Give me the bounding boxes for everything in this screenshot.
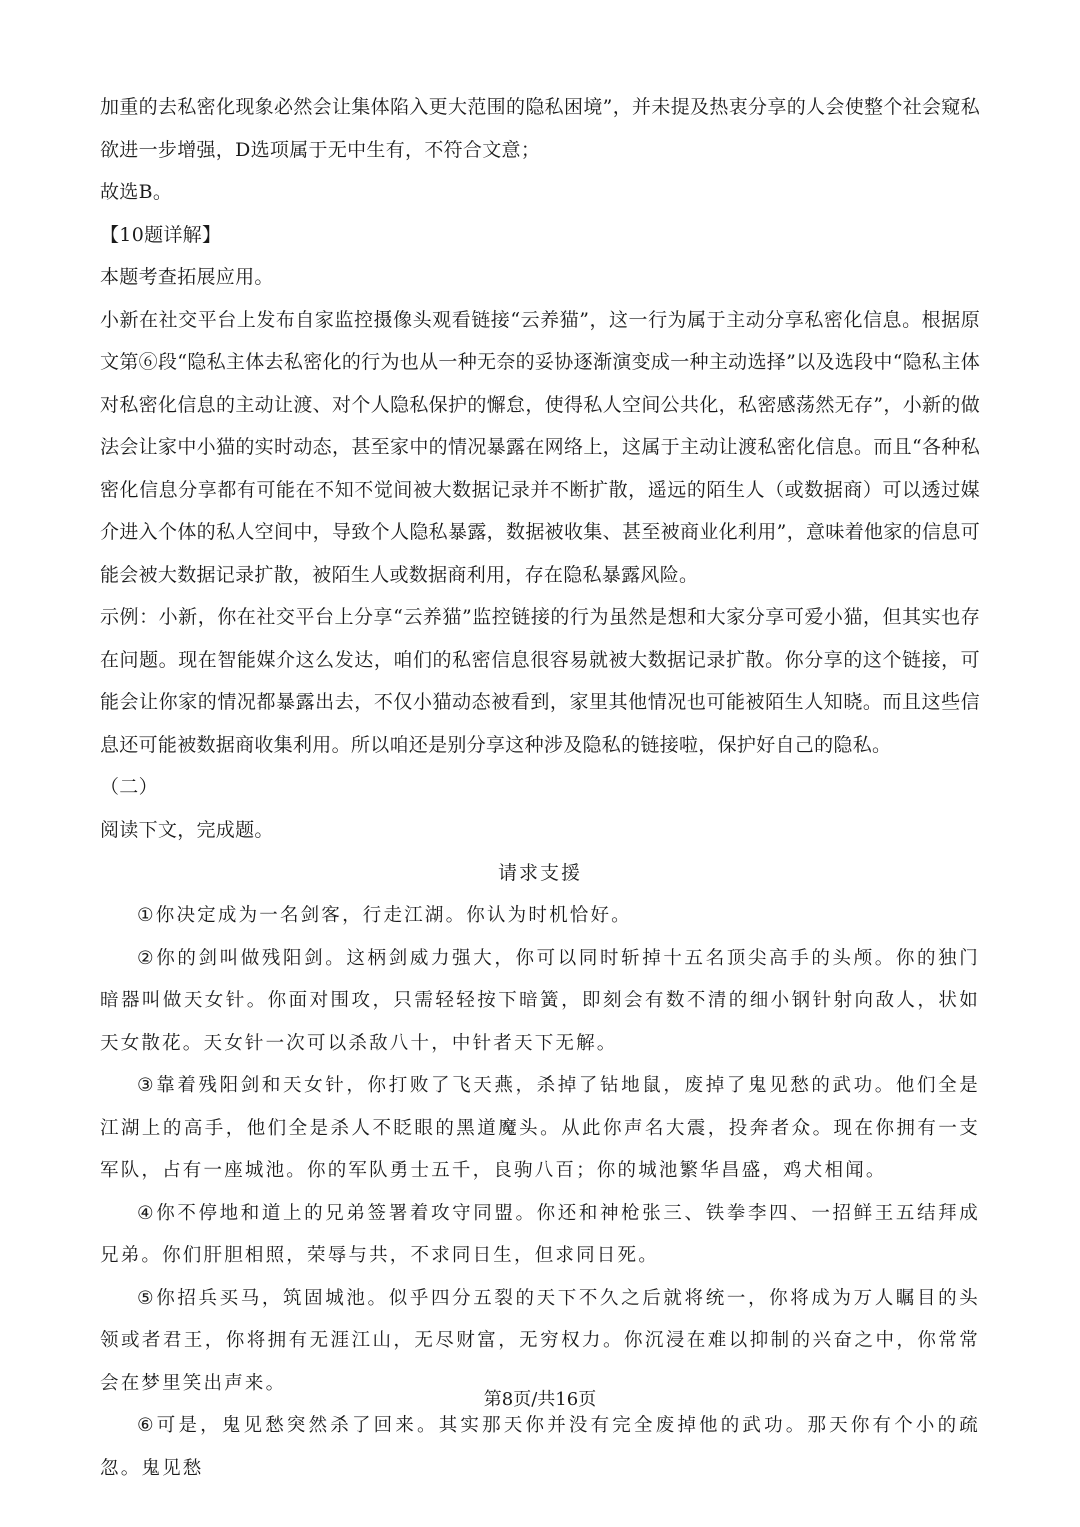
analysis-paragraph-continuation: 加重的去私密化现象必然会让集体陷入更大范围的隐私困境”，并未提及热衷分享的人会使整个社会窥私欲进一步增强，D选项属于无中生有，不符合文意； — [100, 96, 980, 161]
section-label: （二） — [100, 776, 158, 798]
story-paragraph: ⑤你招兵买马，筑固城池。似乎四分五裂的天下不久之后就将统一，你将成为万人瞩目的头领或者君王，你将拥有无涯江山，无尽财富，无穷权力。你沉浸在难以抑制的兴奋之中，你常常会在梦里笑出声来。 — [100, 1287, 980, 1394]
reading-instruction: 阅读下文，完成题。 — [100, 818, 274, 841]
question-10-heading: 【10题详解】 — [100, 223, 222, 246]
story-title: 请求支援 — [497, 862, 582, 884]
question-10-analysis: 小新在社交平台上发布自家监控摄像头观看链接“云养猫”，这一行为属于主动分享私密化信息。根据原文第⑥段“隐私主体去私密化的行为也从一种无奈的妥协逐渐演变成一种主动选择”以及选段中“隐私主体对私密化信息的主动让渡、对个人隐私保护的懈怠，使得私人空间公共化，私密感荡然无存”，小新的做法会让家中小猫的实时动态，甚至家中的情况暴露在网络上，这属于主动让渡私密化信息。而且“各种私密化信息分享都有可能在不知不觉间被大数据记录并不断扩散，遥远的陌生人（或数据商）可以透过媒介进入个体的私人空间中，导致个人隐私暴露，数据被收集、甚至被商业化利用”，意味着他家的信息可能会被大数据记录扩散，被陌生人或数据商利用，存在隐私暴露风险。 — [100, 308, 980, 586]
question-10-example: 示例：小新，你在社交平台上分享“云养猫”监控链接的行为虽然是想和大家分享可爱小猫，但其实也存在问题。现在智能媒介这么发达，咱们的私密信息很容易就被大数据记录扩散。你分享的这个链接，可能会让你家的情况都暴露出去，不仅小猫动态被看到，家里其他情况也可能被陌生人知晓。而且这些信息还可能被数据商收集利用。所以咱还是别分享这种涉及隐私的链接啦，保护好自己的隐私。 — [100, 606, 980, 756]
story-paragraph: ④你不停地和道上的兄弟签署着攻守同盟。你还和神枪张三、铁拳李四、一招鲜王五结拜成兄弟。你们肝胆相照，荣辱与共，不求同日生，但求同日死。 — [100, 1202, 980, 1266]
story-paragraph: ⑥可是，鬼见愁突然杀了回来。其实那天你并没有完全废掉他的武功。那天你有个小的疏忽。鬼见愁 — [100, 1415, 980, 1479]
document-page — [100, 86, 980, 1490]
answer-conclusion: 故选B。 — [100, 181, 173, 203]
story-paragraph: ③靠着残阳剑和天女针，你打败了飞天燕，杀掉了钻地鼠，废掉了鬼见愁的武功。他们全是江湖上的高手，他们全是杀人不眨眼的黑道魔头。从此你声名大震，投奔者众。现在你拥有一支军队，占有一座城池。你的军队勇士五千，良驹八百；你的城池繁华昌盛，鸡犬相闻。 — [100, 1075, 980, 1181]
question-10-intro: 本题考查拓展应用。 — [100, 266, 274, 288]
story-paragraph: ①你决定成为一名剑客，行走江湖。你认为时机恰好。 — [137, 905, 632, 926]
page-number-footer: 第8页/共16页 — [483, 1389, 597, 1410]
story-paragraph: ②你的剑叫做残阳剑。这柄剑威力强大，你可以同时斩掉十五名顶尖高手的头颅。你的独门暗器叫做天女针。你面对围攻，只需轻轻按下暗簧，即刻会有数不清的细小钢针射向敌人，状如天女散花。天女针一次可以杀敌八十，中针者天下无解。 — [100, 947, 980, 1054]
